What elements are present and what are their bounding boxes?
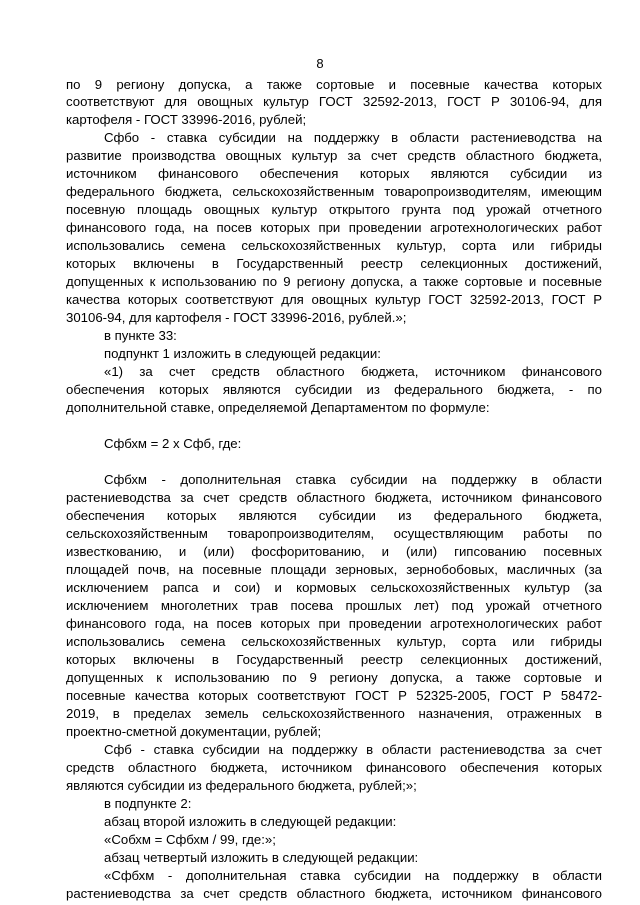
text-line: развитие производства овощных культур за счет средств областного бюджета, (66, 148, 602, 163)
text-line: Сфбхм = 2 х Сфб, где: (104, 436, 242, 451)
text-line: 30106-94, для картофеля - ГОСТ 33996-2016, рублей.»; (66, 310, 407, 325)
text-line: картофеля - ГОСТ 33996-2016, рублей; (66, 112, 307, 127)
text-line: финансового года, на посев которых при проведении агротехнологических работ (66, 616, 602, 631)
text-line: которых включены в Государственный реестр селекционных достижений, (66, 256, 602, 271)
text-line: обеспечения которых являются субсидии из федерального бюджета, (66, 508, 602, 523)
text-line: являются субсидии из федерального бюджета, рублей;»; (66, 778, 417, 793)
text-line: исключением многолетних трав посева прошлых лет) под урожай отчетного (66, 598, 602, 613)
page-number: 8 (316, 56, 324, 71)
text-line: дополнительной ставке, определяемой Департаментом по формуле: (66, 400, 490, 415)
text-line: в подпункте 2: (104, 796, 192, 811)
text-line: растениеводства за счет средств областного бюджета, источником финансового (66, 490, 602, 505)
text-line: Сфбхм - дополнительная ставка субсидии на поддержку в области (104, 472, 602, 487)
text-line: абзац четвертый изложить в следующей редакции: (104, 850, 419, 865)
text-line: сельскохозяйственным товаропроизводителям, осуществляющим работы по (66, 526, 602, 541)
text-line: площадей почв, на посевные площади зерновых, зернобобовых, масличных (за (66, 562, 602, 577)
text-line: в пункте 33: (104, 328, 177, 343)
text-line: допущенных к использованию по 9 региону допуска, а также сортовые и (66, 670, 602, 685)
text-line: Сфбо - ставка субсидии на поддержку в области растениеводства на (104, 130, 602, 145)
text-line: финансового года, на посев которых при проведении агротехнологических работ (66, 220, 602, 235)
text-line: Сфб - ставка субсидии на поддержку в области растениеводства за счет (104, 742, 602, 757)
text-line: посевные качества которых соответствуют ГОСТ Р 52325-2005, ГОСТ Р 58472- (66, 688, 602, 703)
text-line: источником финансового обеспечения которых являются субсидии из (66, 166, 602, 181)
text-line: проектно-сметной документации, рублей; (66, 724, 322, 739)
text-line: использовались семена сельскохозяйственных культур, сорта или гибриды (66, 634, 602, 649)
text-line: федерального бюджета, сельскохозяйственным товаропроизводителям, имеющим (66, 184, 602, 199)
text-line: соответствуют для овощных культур ГОСТ 32592-2013, ГОСТ Р 30106-94, для (66, 94, 602, 109)
text-line: «1) за счет средств областного бюджета, источником финансового (104, 364, 602, 379)
text-line: «Сфбхм - дополнительная ставка субсидии на поддержку в области (104, 868, 602, 883)
text-line: известкованию, и (или) фосфоритованию, и (или) гипсованию посевных (66, 544, 602, 559)
text-line: исключением рапса и сои) и кормовых сельскохозяйственных культур (за (66, 580, 602, 595)
text-line: растениеводства за счет средств областного бюджета, источником финансового (66, 886, 602, 901)
text-line: которых включены в Государственный реестр селекционных достижений, (66, 652, 602, 667)
text-line: средств областного бюджета, источником финансового обеспечения которых (66, 760, 602, 775)
text-line: по 9 региону допуска, а также сортовые и посевные качества которых (66, 77, 602, 92)
text-line: использовались семена сельскохозяйственных культур, сорта или гибриды (66, 238, 602, 253)
text-line: абзац второй изложить в следующей редакции: (104, 814, 397, 829)
text-line: «Собхм = Сфбхм / 99, где:»; (104, 832, 276, 847)
text-line: посевную площадь овощных культур открытого грунта под урожай отчетного (66, 202, 602, 217)
text-line: 2019, в пределах земель сельскохозяйственного назначения, отраженных в (66, 706, 602, 721)
text-line: подпункт 1 изложить в следующей редакции: (104, 346, 381, 361)
text-line: обеспечения которых являются субсидии из федерального бюджета, - по (66, 382, 602, 397)
text-line: качества которых соответствуют для овощных культур ГОСТ 32592-2013, ГОСТ Р (66, 292, 602, 307)
text-line: допущенных к использованию по 9 региону допуска, а также сортовые и посевные (66, 274, 602, 289)
